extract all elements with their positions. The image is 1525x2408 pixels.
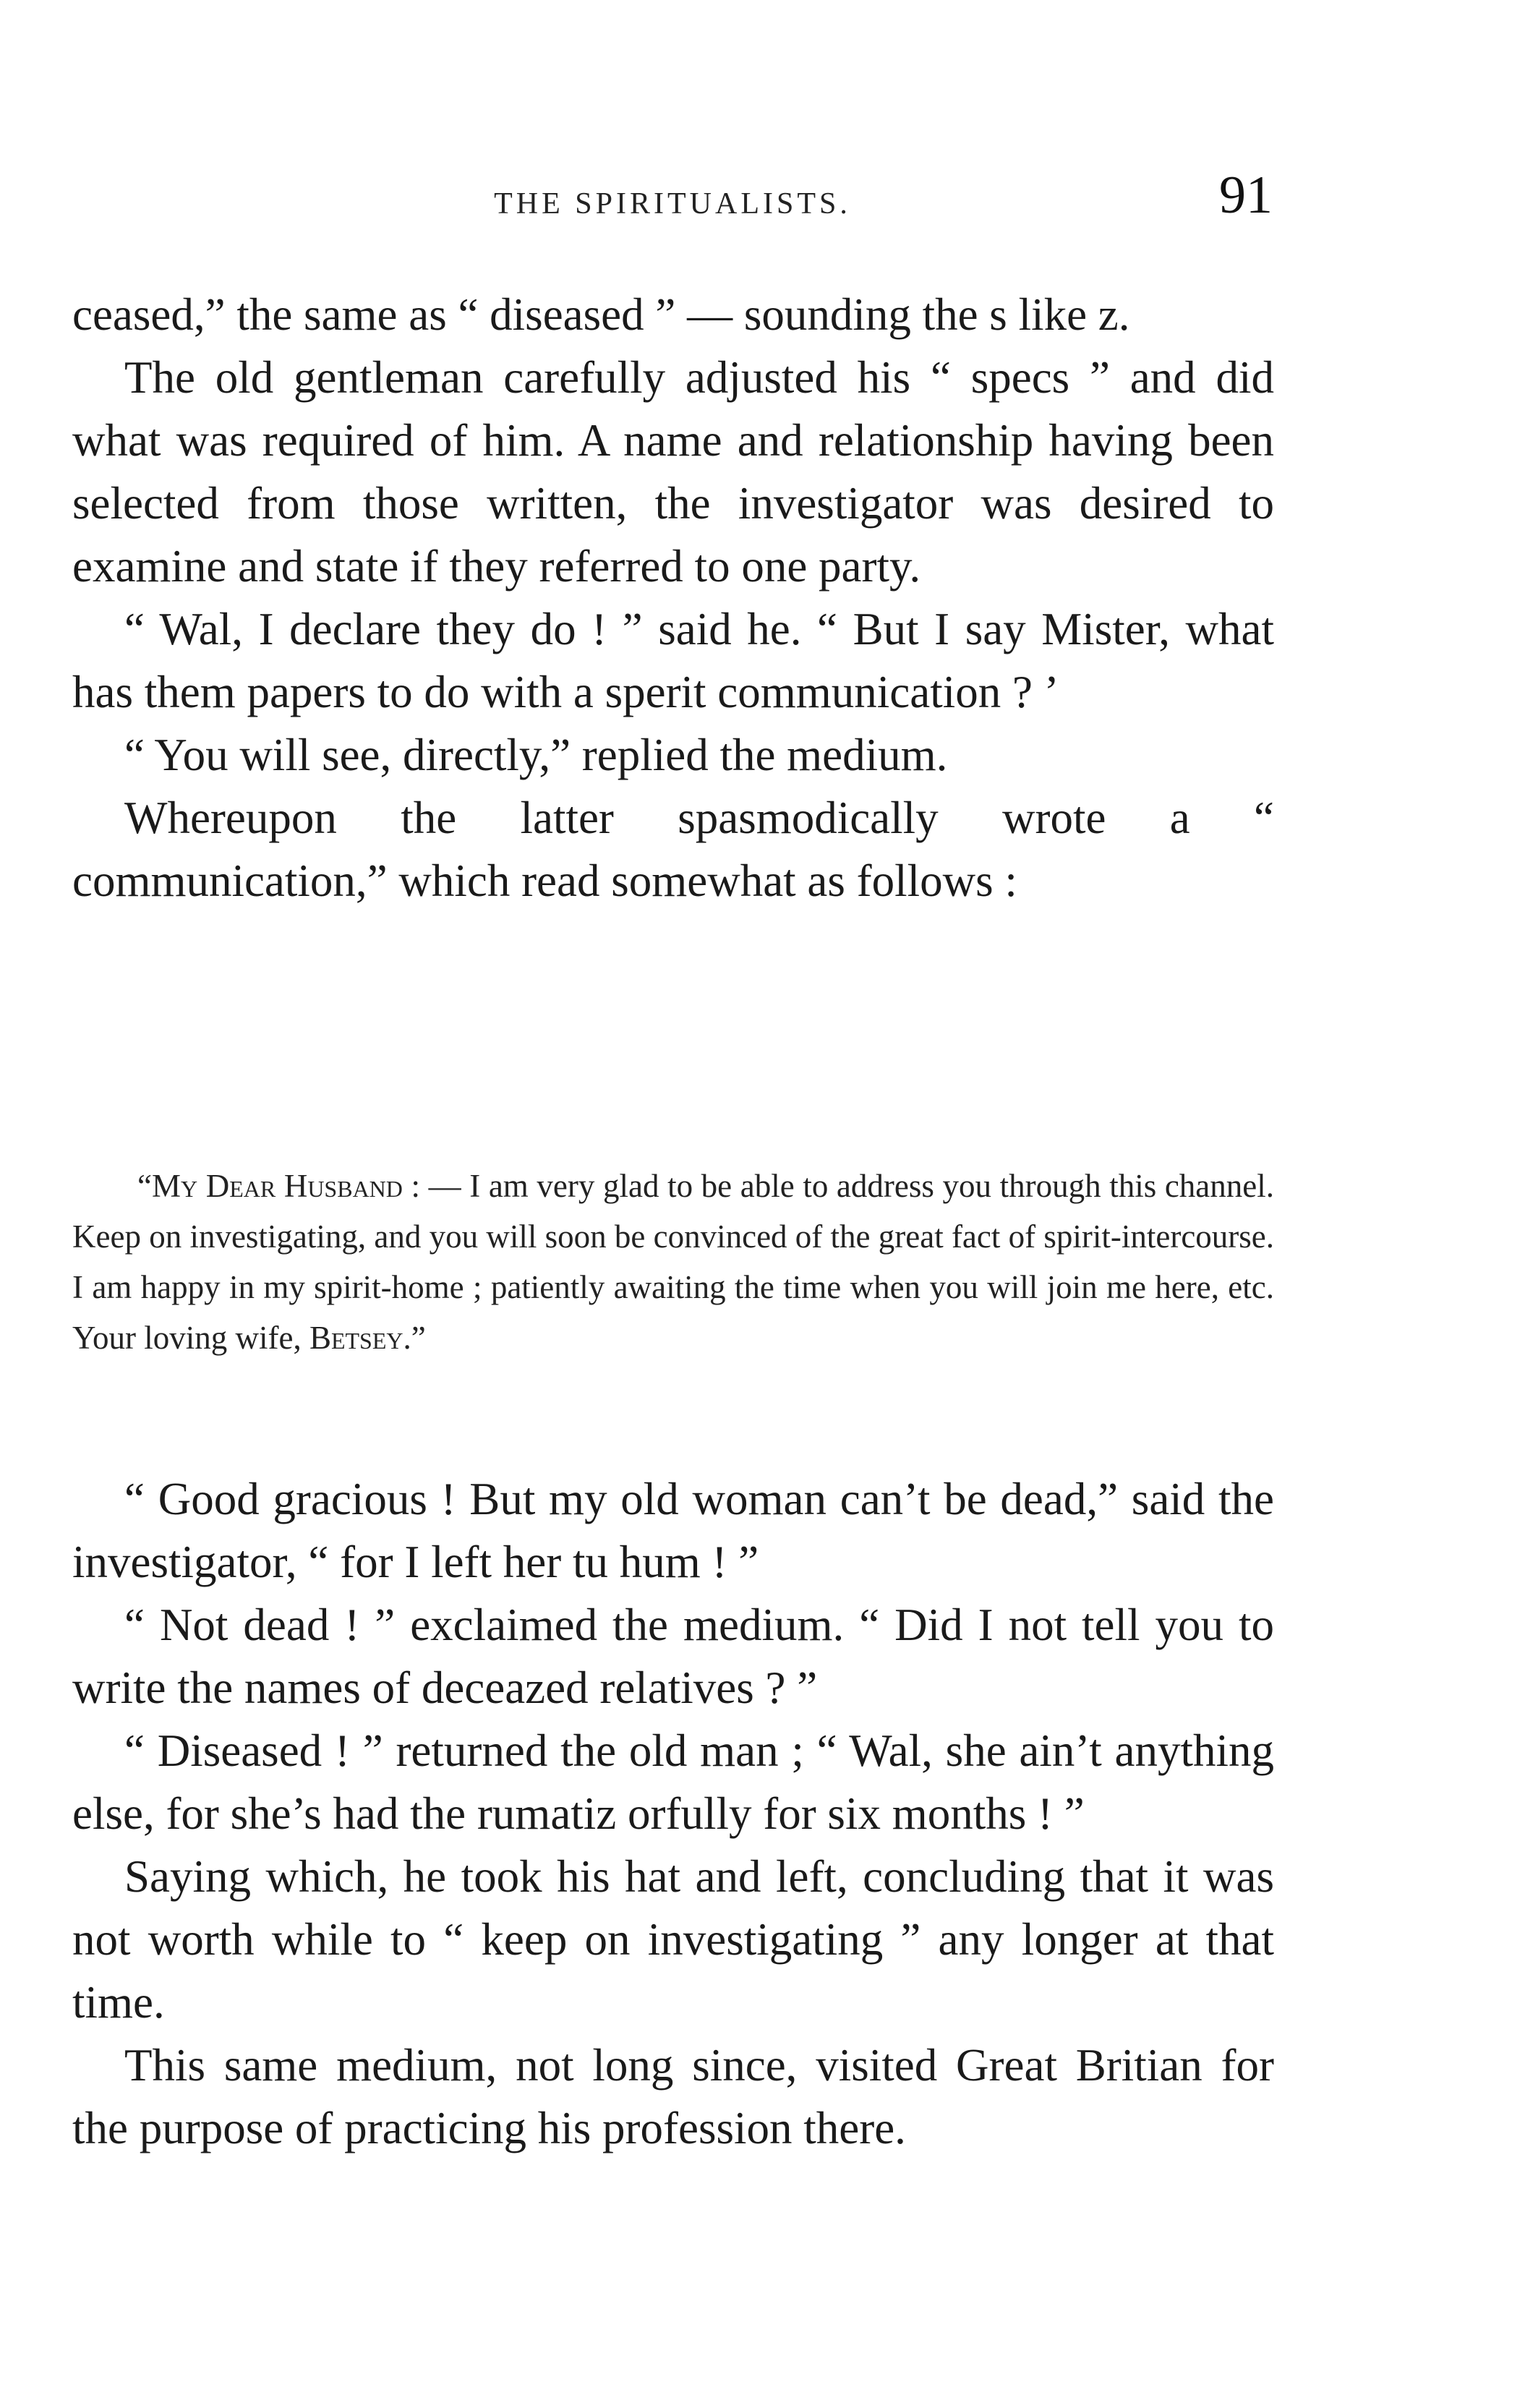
- paragraph: ceased,” the same as “ diseased ” — sounding the s like z.: [72, 289, 1130, 340]
- running-title: THE SPIRITUALISTS.: [494, 187, 851, 221]
- letter-salutation: My Dear Husband: [151, 1168, 403, 1204]
- paragraph: “ Wal, I declare they do ! ” said he. “ But I say Mister, what has them papers to do with a sperit communication ? ’: [72, 604, 1274, 717]
- body-text-top: [72, 283, 1274, 913]
- letter-close: .”: [403, 1320, 426, 1356]
- paragraph: “ You will see, directly,” replied the medium.: [124, 730, 948, 780]
- letter-open-quote: “: [137, 1168, 152, 1204]
- paragraph: Saying which, he took his hat and left, concluding that it was not worth while to “ keep on investigating ” any longer at that time.: [72, 1851, 1274, 2028]
- paragraph: “ Not dead ! ” exclaimed the medium. “ Did I not tell you to write the names of deceazed relatives ? ”: [72, 1600, 1274, 1713]
- page-number: 91: [1219, 166, 1273, 225]
- paragraph: Whereupon the latter spasmodically wrote a “ communication,” which read somewhat as follows :: [72, 793, 1274, 906]
- body-text-bottom: [72, 1468, 1274, 2160]
- letter-body: : — I am very glad to be able to address you through this channel. Keep on investigating, and you will soon be convinced of the great fact of spirit-intercourse. I am happy in my spirit-home ; patiently awaiting the time when you will join me here, etc. Your loving wife,: [72, 1168, 1275, 1356]
- letter-signature: Betsey: [309, 1320, 403, 1356]
- paragraph: “ Diseased ! ” returned the old man ; “ Wal, she ain’t anything else, for she’s had the rumatiz orfully for six months ! ”: [72, 1725, 1274, 1839]
- paragraph: This same medium, not long since, visited Great Britian for the purpose of practicing his profession there.: [72, 2040, 1274, 2153]
- paragraph: The old gentleman carefully adjusted his “ specs ” and did what was required of him. A name and relationship having been selected from those written, the investigator was desired to examine and state if they referred to one party.: [72, 352, 1274, 592]
- page-header: [72, 165, 1273, 230]
- quoted-letter: [72, 1161, 1274, 1363]
- paragraph: “ Good gracious ! But my old woman can’t be dead,” said the investigator, “ for I left her tu hum ! ”: [72, 1474, 1274, 1587]
